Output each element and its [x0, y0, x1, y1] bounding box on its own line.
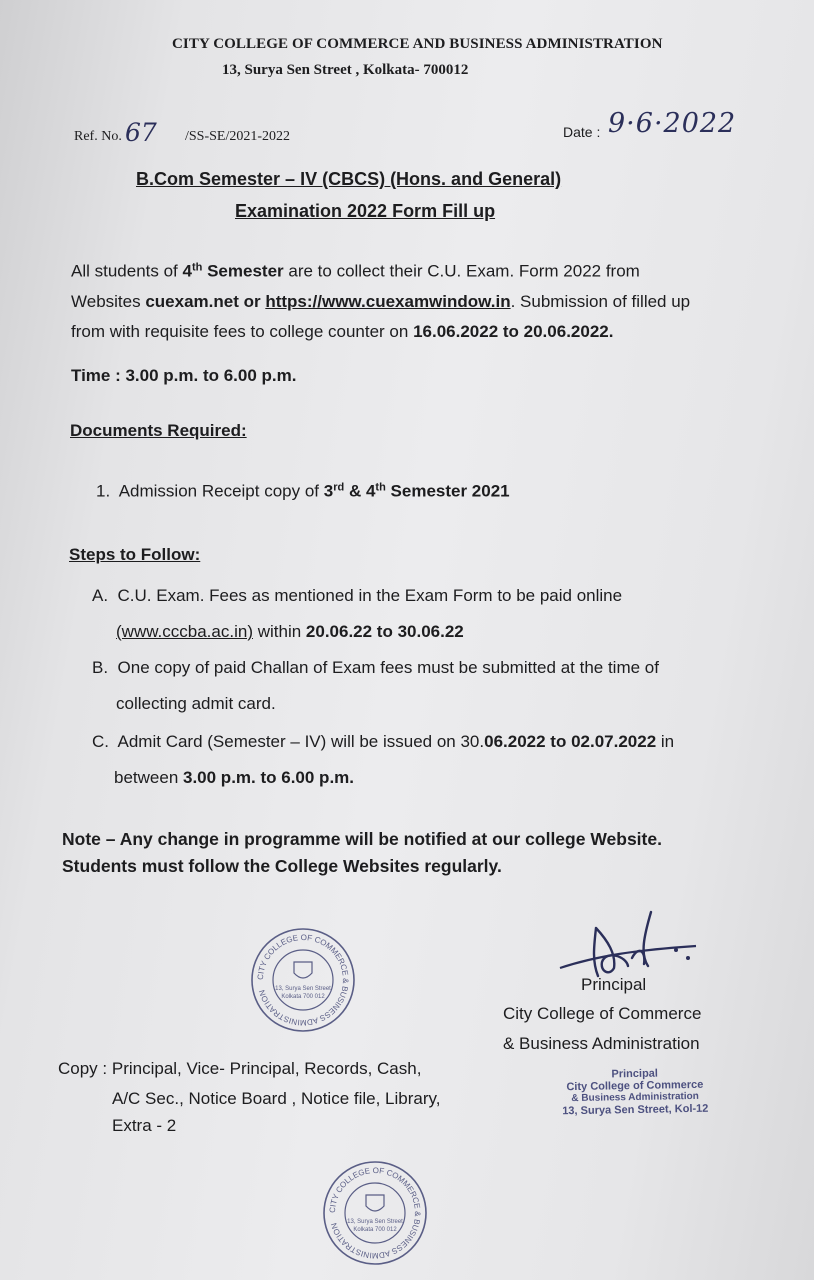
step-c: C. Admit Card (Semester – IV) will be issued on 30.06.2022 to 02.07.2022 in between 3.00 p.m. to 6.00 p.m. [92, 732, 675, 787]
signature-title: Principal [581, 975, 647, 994]
signature-line-1: City College of Commerce [503, 1004, 702, 1023]
note-line-2: Students must follow the College Websites regularly. [62, 856, 502, 876]
ref-label: Ref. No. [74, 129, 122, 144]
principal-signature [556, 906, 706, 986]
document-item: 1. Admission Receipt copy of 3rd & 4th Semester 2021 [96, 481, 510, 501]
note-line-1: Note – Any change in programme will be notified at our college Website. [62, 829, 662, 849]
date-value: 9·6·2022 [608, 108, 737, 139]
svg-text:Kolkata 700 012: Kolkata 700 012 [281, 994, 325, 1000]
ref-number: 67 [125, 118, 157, 147]
svg-text:Kolkata 700 012: Kolkata 700 012 [353, 1227, 397, 1233]
intro-line-1: All students of 4th Semester are to collect their C.U. Exam. Form 2022 from [71, 261, 640, 281]
step-a: A. C.U. Exam. Fees as mentioned in the Exam Form to be paid online (www.cccba.ac.in) within 20.06.22 to 30.06.22 [92, 586, 623, 641]
college-name: CITY COLLEGE OF COMMERCE AND BUSINESS ADMINISTRATION [172, 36, 663, 52]
intro-line-3: from with requisite fees to college counter on 16.06.2022 to 20.06.2022. [71, 321, 614, 341]
seal-ring-text: CITY COLLEGE OF COMMERCE & BUSINESS ADMINISTRATION [255, 932, 351, 1028]
college-address: 13, Surya Sen Street , Kolkata- 700012 [222, 62, 469, 78]
cccba-link[interactable]: (www.cccba.ac.in) [116, 622, 253, 641]
college-seal [250, 926, 356, 1034]
time-line: Time : 3.00 p.m. to 6.00 p.m. [71, 366, 297, 385]
seal-bottom-ring-text: CITY COLLEGE OF COMMERCE & BUSINESS ADMINISTRATION [327, 1165, 423, 1261]
svg-text:13, Surya Sen Street: 13, Surya Sen Street [347, 1219, 403, 1225]
college-seal-bottom [322, 1160, 428, 1266]
principal-stamp: Principal City College of Commerce & Business Administration 13, Surya Sen Street, Kol-12 [562, 1067, 709, 1118]
date-label: Date : [563, 124, 601, 140]
documents-heading: Documents Required: [70, 421, 247, 440]
step-b: B. One copy of paid Challan of Exam fees must be submitted at the time of collecting admit card. [92, 658, 659, 713]
steps-heading: Steps to Follow: [69, 545, 201, 564]
copy-line-1: Copy : Principal, Vice- Principal, Records, Cash, [58, 1059, 422, 1078]
cuexamwindow-link[interactable]: https://www.cuexamwindow.in [265, 291, 511, 311]
notice-title-line1: B.Com Semester – IV (CBCS) (Hons. and General) [136, 169, 562, 189]
notice-title-line2: Examination 2022 Form Fill up [235, 201, 496, 221]
ref-suffix: /SS-SE/2021-2022 [185, 129, 291, 144]
intro-line-2: Websites cuexam.net or https://www.cuexamwindow.in. Submission of filled up [71, 291, 691, 311]
intro-paragraph [71, 252, 731, 347]
svg-text:13, Surya Sen Street: 13, Surya Sen Street [275, 986, 331, 992]
copy-line-3: Extra - 2 [112, 1116, 177, 1135]
copy-line-2: A/C Sec., Notice Board , Notice file, Library, [112, 1089, 441, 1108]
signature-line-2: & Business Administration [503, 1034, 700, 1053]
